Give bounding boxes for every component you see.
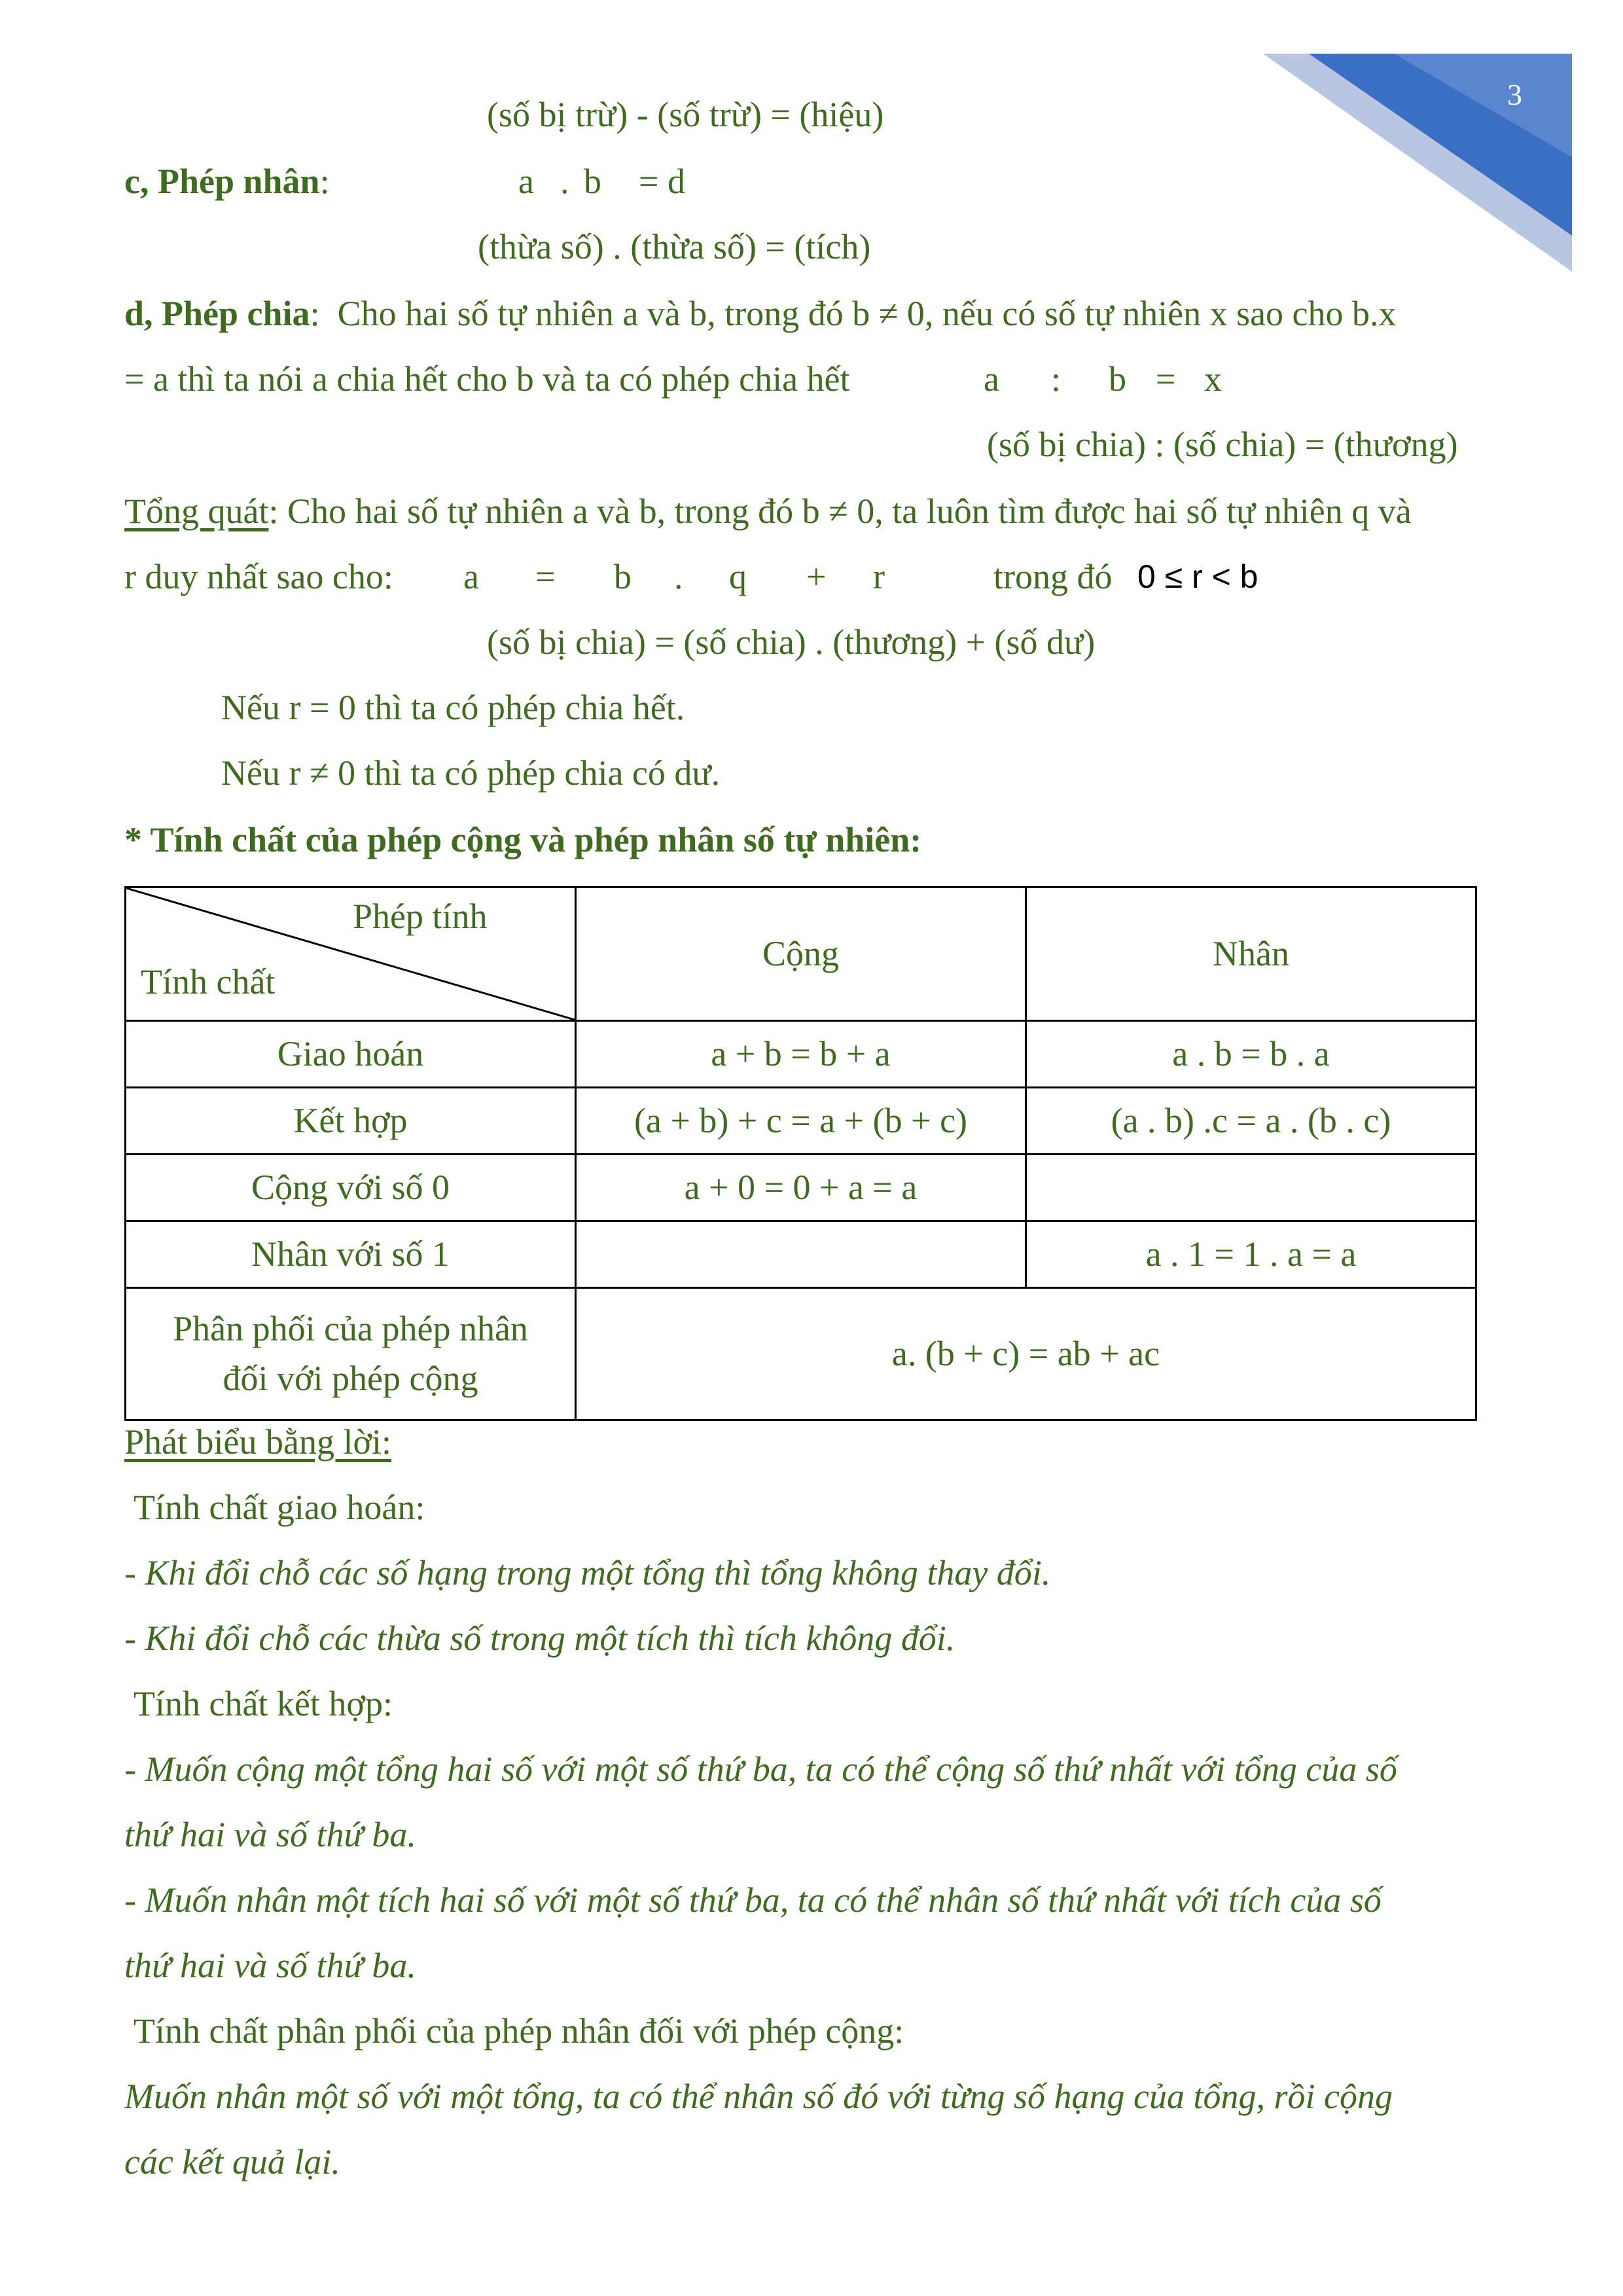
- general-eq: =: [535, 557, 556, 596]
- general-dot: .: [674, 557, 683, 596]
- division-x: x: [1204, 359, 1222, 399]
- table-row: [126, 1155, 1476, 1221]
- general-text-2: r duy nhất sao cho:: [124, 557, 393, 596]
- general-a: a: [463, 557, 479, 596]
- page-number: 3: [1507, 78, 1522, 111]
- distributive-statement-1a: Muốn nhân một số với một tổng, ta có thể nhân số đó với từng số hạng của tổng, rồi cộng: [124, 2077, 1393, 2116]
- general-text-1: : Cho hai số tự nhiên a và b, trong đó b ≠ 0, ta luôn tìm được hai số tự nhiên q và: [268, 492, 1412, 531]
- associative-statement-2b: thứ hai và số thứ ba.: [124, 1946, 416, 1985]
- division-a: a: [984, 359, 999, 399]
- multiplication-colon: :: [319, 162, 330, 201]
- general-where: trong đó: [993, 557, 1113, 596]
- header-property: Tính chất: [141, 962, 276, 1001]
- multiplication-heading: [124, 164, 330, 199]
- table-row-distributive: [126, 1288, 1476, 1420]
- row-add: [576, 1221, 1026, 1288]
- multiplication-label: c, Phép nhân: [124, 162, 320, 201]
- general-note-1: Nếu r = 0 thì ta có phép chia hết.: [221, 688, 685, 727]
- properties-table: [124, 886, 1477, 1421]
- row-mul: a . b = b . a: [1026, 1021, 1476, 1088]
- commutative-statement-2: - Khi đổi chỗ các thừa số trong một tích thì tích không đổi.: [124, 1619, 955, 1658]
- properties-title: * Tính chất của phép cộng và phép nhân số tự nhiên:: [124, 820, 922, 859]
- distributive-name: [126, 1288, 576, 1420]
- division-b: b: [1109, 359, 1126, 399]
- table-header-row: [126, 888, 1476, 1021]
- general-condition: 0 ≤ r < b: [1137, 558, 1258, 595]
- row-mul: a . 1 = 1 . a = a: [1026, 1221, 1476, 1288]
- header-mul: Nhân: [1026, 888, 1476, 1021]
- header-operation: Phép tính: [353, 897, 488, 936]
- distributive-name-2: đối với phép cộng: [223, 1358, 478, 1398]
- general-names: (số bị chia) = (số chia) . (thương) + (số dư): [487, 622, 1096, 662]
- general-note-2: Nếu r ≠ 0 thì ta có phép chia có dư.: [221, 753, 721, 793]
- row-add: a + b = b + a: [576, 1021, 1026, 1088]
- row-name: Nhân với số 1: [126, 1221, 576, 1288]
- subtraction-names: (số bị trừ) - (số trừ) = (hiệu): [487, 95, 884, 134]
- multiplication-result: = d: [639, 162, 685, 201]
- general-r: r: [873, 557, 885, 596]
- commutative-statement-1: - Khi đổi chỗ các số hạng trong một tổng thì tổng không thay đổi.: [124, 1553, 1051, 1592]
- distributive-title: Tính chất phân phối của phép nhân đối với phép cộng:: [134, 2011, 904, 2051]
- header-add: Cộng: [576, 888, 1026, 1021]
- commutative-title: Tính chất giao hoán:: [134, 1488, 425, 1527]
- row-mul: [1026, 1155, 1476, 1221]
- row-name: Kết hợp: [126, 1088, 576, 1155]
- division-line-1: [124, 296, 1397, 331]
- associative-statement-1a: - Muốn cộng một tổng hai số với một số thứ ba, ta có thể cộng số thứ nhất với tổng của số: [124, 1749, 1397, 1789]
- table-row: [126, 1021, 1476, 1088]
- row-add: a + 0 = 0 + a = a: [576, 1155, 1026, 1221]
- multiplication-dot: .: [560, 162, 569, 201]
- distributive-formula: a. (b + c) = ab + ac: [576, 1288, 1476, 1420]
- row-name: Giao hoán: [126, 1021, 576, 1088]
- division-eq: =: [1156, 359, 1176, 399]
- division-text-2: = a thì ta nói a chia hết cho b và ta có phép chia hết: [124, 359, 850, 399]
- row-add: (a + b) + c = a + (b + c): [576, 1088, 1026, 1155]
- multiplication-a: a: [518, 162, 534, 201]
- general-plus: +: [806, 557, 827, 596]
- statements-title: Phát biểu bằng lời:: [124, 1422, 392, 1462]
- associative-title: Tính chất kết hợp:: [134, 1684, 393, 1723]
- associative-statement-2a: - Muốn nhân một tích hai số với một số thứ ba, ta có thể nhân số thứ nhất với tích của số: [124, 1880, 1382, 1920]
- table-row: [126, 1088, 1476, 1155]
- distributive-name-1: Phân phối của phép nhân: [173, 1308, 528, 1348]
- row-mul: (a . b) .c = a . (b . c): [1026, 1088, 1476, 1155]
- distributive-statement-1b: các kết quả lại.: [124, 2142, 340, 2181]
- general-line-1: [124, 493, 1412, 529]
- associative-statement-1b: thứ hai và số thứ ba.: [124, 1815, 416, 1854]
- table-row: [126, 1221, 1476, 1288]
- division-label: d, Phép chia: [124, 294, 310, 333]
- division-text-1: Cho hai số tự nhiên a và b, trong đó b ≠ 0, nếu có số tự nhiên x sao cho b.x: [337, 294, 1397, 333]
- row-name: Cộng với số 0: [126, 1155, 576, 1221]
- division-colon: :: [310, 294, 320, 333]
- table-corner-cell: [126, 888, 576, 1021]
- general-b: b: [614, 557, 632, 596]
- general-label: Tổng quát: [124, 492, 269, 531]
- multiplication-b: b: [584, 162, 601, 201]
- division-colon-op: :: [1051, 359, 1061, 399]
- general-q: q: [729, 557, 747, 596]
- multiplication-names: (thừa số) . (thừa số) = (tích): [478, 227, 871, 266]
- division-names: (số bị chia) : (số chia) = (thương): [987, 425, 1458, 464]
